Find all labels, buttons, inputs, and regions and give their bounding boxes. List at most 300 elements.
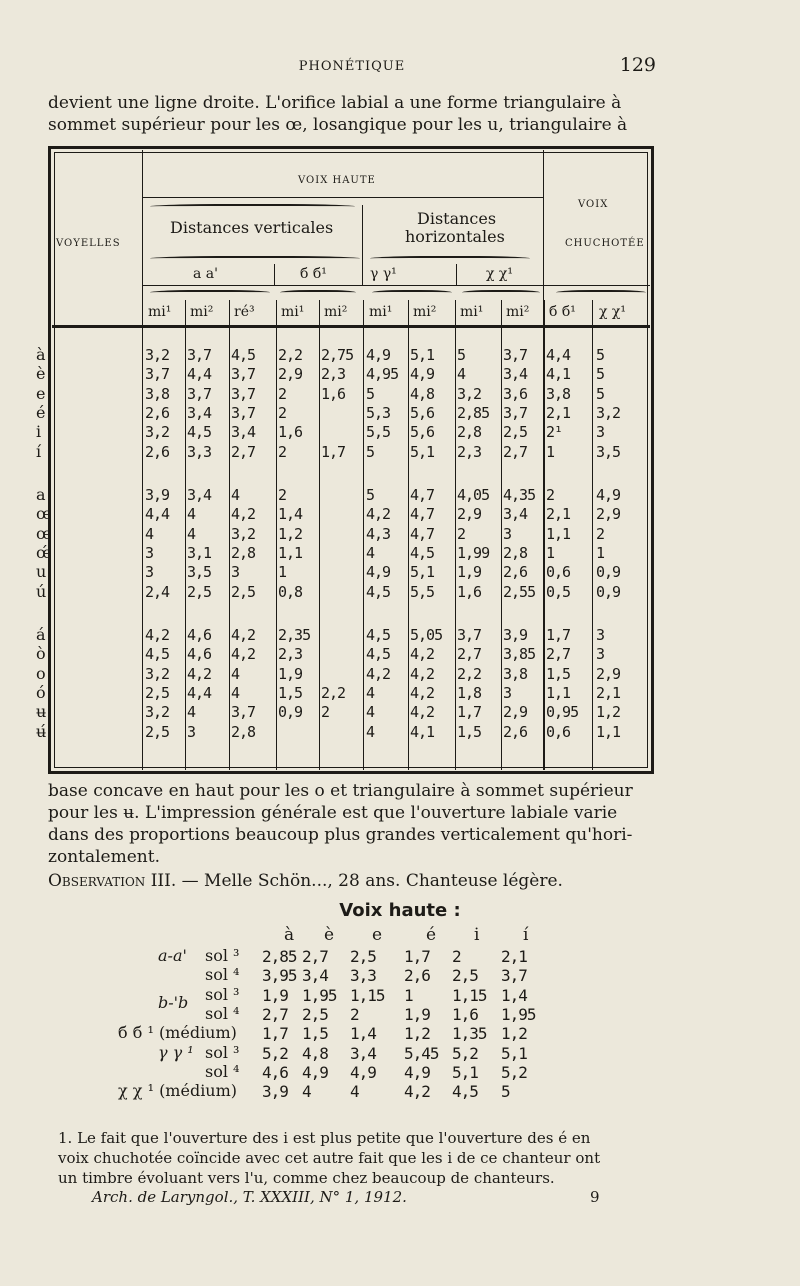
vowel-label: ú — [36, 582, 47, 601]
header-rule-thick — [52, 325, 650, 328]
table-cell: 2,9 — [596, 505, 621, 523]
column-divider — [142, 150, 143, 770]
row-sublabel: sol ⁴ — [205, 1004, 240, 1023]
small-table-cell: 4,9 — [404, 1063, 430, 1082]
vowel-label: ʉ́ — [36, 722, 47, 741]
table-cell: 4,2 — [366, 665, 391, 683]
table-cell: 3 — [145, 563, 154, 581]
table-cell: 3 — [503, 684, 512, 702]
table-cell: 2,6 — [145, 404, 170, 422]
table-cell: 3,5 — [596, 443, 621, 461]
table-cell: 1 — [546, 544, 555, 562]
table-cell: 2,7 — [546, 645, 571, 663]
column-header: χ χ¹ — [599, 304, 627, 320]
footnote — [58, 1128, 658, 1188]
subheader-bb: б б¹ — [300, 266, 327, 282]
table-cell: 1,1 — [546, 525, 571, 543]
table-cell: 4,4 — [187, 365, 212, 383]
brace-mark — [462, 290, 540, 296]
brace-mark — [370, 256, 530, 262]
brace-mark — [372, 290, 452, 296]
table-cell: 4,7 — [410, 505, 435, 523]
table-cell: 5,05 — [410, 626, 443, 644]
small-table-cell: 5,2 — [262, 1044, 288, 1063]
signature-mark: 9 — [590, 1188, 600, 1206]
table-cell: 3,7 — [231, 385, 256, 403]
table-cell: 1 — [546, 443, 555, 461]
table-cell: 3,4 — [503, 505, 528, 523]
column-divider — [185, 300, 186, 770]
table-cell: 4,35 — [503, 486, 536, 504]
table-cell: 2,6 — [145, 443, 170, 461]
table-cell: 1,7 — [457, 703, 482, 721]
table-cell: 3,3 — [187, 443, 212, 461]
table-cell: 3,2 — [145, 703, 170, 721]
table-cell: 3 — [503, 525, 512, 543]
small-table-cell: 1 — [404, 986, 413, 1005]
table-cell: 3,7 — [503, 346, 528, 364]
small-table-cell: 2,7 — [262, 1005, 288, 1024]
row-sublabel: sol ⁴ — [205, 965, 240, 984]
vowel-label: œ — [36, 524, 52, 543]
table-cell: 3,9 — [503, 626, 528, 644]
table-cell: 5,1 — [410, 443, 435, 461]
table-cell: 3,8 — [546, 385, 571, 403]
table-cell: 0,95 — [546, 703, 579, 721]
table-cell: 2,5 — [145, 684, 170, 702]
table-cell: 3,1 — [187, 544, 212, 562]
table-cell: 4 — [187, 525, 196, 543]
small-table-cell: 2,6 — [404, 966, 430, 985]
vowel-label: ʉ — [36, 702, 47, 721]
small-table-cell: 2,85 — [262, 947, 297, 966]
distances-horizontales-label: Distances — [417, 209, 497, 228]
table-cell: 1,1 — [278, 544, 303, 562]
table-cell: 5,3 — [366, 404, 391, 422]
table-cell: 2,2 — [278, 346, 303, 364]
table-cell: 4 — [231, 665, 240, 683]
table-cell: 3,2 — [231, 525, 256, 543]
vowel-label: á — [36, 625, 46, 644]
table-cell: 2,7 — [503, 443, 528, 461]
column-header: mi² — [324, 304, 348, 320]
table-cell: 3 — [596, 423, 605, 441]
column-header: mi¹ — [460, 304, 484, 320]
table-cell: 4 — [145, 525, 154, 543]
small-table-cell: 2,5 — [302, 1005, 328, 1024]
table-cell: 2,9 — [457, 505, 482, 523]
table-cell: 0,5 — [546, 583, 571, 601]
table-cell: 4 — [187, 703, 196, 721]
table-cell: 3,7 — [503, 404, 528, 422]
small-table-cell: 5,1 — [501, 1044, 527, 1063]
table-cell: 1,6 — [321, 385, 346, 403]
table-cell: 4,2 — [231, 505, 256, 523]
table-cell: 4 — [366, 703, 375, 721]
small-table-cell: 1,7 — [262, 1024, 288, 1043]
vowel-label: í — [36, 442, 42, 461]
small-table-cell: 1,4 — [501, 986, 527, 1005]
vowel-label: œ — [36, 504, 52, 523]
text-line: pour les ʉ. L'impression générale est que l'ouverture labiale varie — [48, 803, 618, 823]
table-cell: 4,4 — [546, 346, 571, 364]
brace-mark — [150, 204, 355, 210]
brace-mark — [280, 290, 356, 296]
small-table-cell: 3,4 — [302, 966, 328, 985]
table-cell: 2,9 — [278, 365, 303, 383]
distances-verticales-label: Distances verticales — [170, 218, 334, 237]
small-table-cell: 1,15 — [350, 986, 385, 1005]
table-cell: 3,4 — [231, 423, 256, 441]
row-label: a-a' — [158, 946, 187, 965]
table-cell: 3,7 — [231, 365, 256, 383]
column-header: б б¹ — [549, 304, 576, 320]
table-cell: 2,1 — [546, 404, 571, 422]
column-divider — [592, 300, 593, 770]
table-cell: 4,5 — [145, 645, 170, 663]
table-cell: 2 — [278, 443, 287, 461]
column-divider — [408, 300, 409, 770]
column-divider — [456, 264, 457, 285]
table-cell: 2,35 — [278, 626, 311, 644]
table-cell: 1,2 — [278, 525, 303, 543]
table-cell: 4,95 — [366, 365, 399, 383]
footnote-line: 1. Le fait que l'ouverture des i est plus petite que l'ouverture des é en — [58, 1129, 591, 1147]
table-cell: 4 — [366, 723, 375, 741]
small-table-header: à — [284, 925, 295, 945]
small-table-cell: 4,2 — [404, 1082, 430, 1101]
table-cell: 4,9 — [366, 346, 391, 364]
table-cell: 3 — [596, 645, 605, 663]
table-cell: 2,75 — [321, 346, 354, 364]
intro-paragraph — [48, 92, 658, 136]
table-cell: 3,7 — [231, 404, 256, 422]
table-cell: 0,9 — [596, 583, 621, 601]
brace-mark — [150, 256, 360, 262]
table-cell: 2 — [457, 525, 466, 543]
table-cell: 2,4 — [145, 583, 170, 601]
table-cell: 4,2 — [410, 645, 435, 663]
observation-heading — [48, 870, 658, 892]
column-header: mi¹ — [369, 304, 393, 320]
vowels-header: VOYELLES — [56, 238, 121, 249]
small-table-header: i — [474, 925, 480, 945]
table-cell: 0,6 — [546, 563, 571, 581]
header-rule — [142, 285, 650, 286]
small-table-cell: 2 — [452, 947, 461, 966]
table-cell: 2,6 — [503, 563, 528, 581]
table-cell: 3,4 — [187, 404, 212, 422]
table-cell: 2 — [278, 404, 287, 422]
row-label: b-'b — [158, 993, 189, 1012]
column-divider — [455, 300, 456, 770]
table-cell: 2,2 — [321, 684, 346, 702]
small-table-cell: 5,2 — [501, 1063, 527, 1082]
small-table-cell: 3,3 — [350, 966, 376, 985]
small-table-header: í — [523, 925, 529, 945]
small-table-cell: 2,5 — [452, 966, 478, 985]
table-cell: 1,4 — [278, 505, 303, 523]
running-title: PHONÉTIQUE — [298, 59, 406, 74]
table-cell: 5,1 — [410, 346, 435, 364]
table-cell: 5 — [596, 385, 605, 403]
table-cell: 1,9 — [278, 665, 303, 683]
table-cell: 4,6 — [187, 626, 212, 644]
table-cell: 4,9 — [366, 563, 391, 581]
footnote-line: un timbre évoluant vers l'u, comme chez beaucoup de chanteurs. — [58, 1169, 555, 1187]
column-divider — [274, 264, 275, 285]
table-cell: 1,6 — [457, 583, 482, 601]
column-divider — [363, 300, 364, 770]
small-table-cell: 1,9 — [404, 1005, 430, 1024]
subheader-gg: γ γ¹ — [370, 266, 397, 282]
table-cell: 3,6 — [503, 385, 528, 403]
table-cell: 1,7 — [321, 443, 346, 461]
table-cell: 2,5 — [145, 723, 170, 741]
vowel-label: à — [36, 345, 46, 364]
table-cell: 1 — [278, 563, 287, 581]
header-rule — [142, 197, 543, 198]
table-cell: 3 — [187, 723, 196, 741]
small-table-cell: 2,7 — [302, 947, 328, 966]
small-table-cell: 4,8 — [302, 1044, 328, 1063]
vowel-label: é — [36, 403, 46, 422]
table-cell: 3,4 — [503, 365, 528, 383]
table-cell: 4,5 — [231, 346, 256, 364]
table-cell: 5 — [596, 365, 605, 383]
table-cell: 4 — [231, 486, 240, 504]
row-sublabel: sol ³ — [205, 1043, 240, 1062]
table-cell: 3 — [231, 563, 240, 581]
table-cell: 4 — [366, 544, 375, 562]
table-cell: 3,9 — [145, 486, 170, 504]
table-cell: 2,1 — [596, 684, 621, 702]
row-sublabel: sol ³ — [205, 985, 240, 1004]
table-cell: 4 — [231, 684, 240, 702]
table-cell: 2¹ — [546, 423, 563, 441]
table-cell: 5,1 — [410, 563, 435, 581]
small-table-cell: 5,2 — [452, 1044, 478, 1063]
table-cell: 2 — [596, 525, 605, 543]
vowel-label: è — [36, 364, 46, 383]
small-table-cell: 1,35 — [452, 1024, 487, 1043]
text-line: dans des proportions beaucoup plus grandes verticalement qu'hori- — [48, 825, 633, 845]
table-cell: 1,1 — [546, 684, 571, 702]
table-cell: 5,6 — [410, 423, 435, 441]
table-cell: 3,7 — [231, 703, 256, 721]
table-cell: 4,2 — [410, 703, 435, 721]
row-label: б б ¹ (médium) — [118, 1023, 237, 1042]
table-cell: 2,5 — [231, 583, 256, 601]
table-cell: 3,4 — [187, 486, 212, 504]
small-table-cell: 4,9 — [350, 1063, 376, 1082]
table-cell: 4,1 — [546, 365, 571, 383]
small-table-cell: 1,9 — [262, 986, 288, 1005]
table-cell: 2,7 — [457, 645, 482, 663]
table-cell: 3,8 — [503, 665, 528, 683]
table-cell: 2,55 — [503, 583, 536, 601]
table-cell: 5,5 — [410, 583, 435, 601]
vowel-label: ó — [36, 683, 46, 702]
table-cell: 3,8 — [145, 385, 170, 403]
small-table-cell: 4 — [302, 1082, 311, 1101]
table-cell: 4,1 — [410, 723, 435, 741]
table-cell: 4 — [187, 505, 196, 523]
table-cell: 4,7 — [410, 486, 435, 504]
table-cell: 5 — [366, 385, 375, 403]
subheader-aa: a a' — [193, 266, 218, 282]
table-cell: 3,85 — [503, 645, 536, 663]
small-table-cell: 4,9 — [302, 1063, 328, 1082]
table-cell: 2,5 — [187, 583, 212, 601]
table-cell: 2,5 — [503, 423, 528, 441]
column-divider — [362, 205, 363, 285]
small-table-title: Voix haute : — [339, 900, 461, 921]
table-cell: 2,8 — [457, 423, 482, 441]
table-cell: 2 — [278, 486, 287, 504]
table-cell: 0,9 — [278, 703, 303, 721]
table-cell: 2,6 — [503, 723, 528, 741]
small-table-cell: 4 — [350, 1082, 359, 1101]
column-divider — [276, 300, 277, 770]
column-divider — [319, 300, 320, 770]
brace-mark — [556, 290, 646, 296]
table-cell: 2,8 — [231, 723, 256, 741]
table-cell: 5 — [596, 346, 605, 364]
table-cell: 2 — [546, 486, 555, 504]
table-cell: 2,3 — [457, 443, 482, 461]
table-cell: 3,5 — [187, 563, 212, 581]
table-cell: 1,5 — [278, 684, 303, 702]
table-cell: 4,5 — [366, 645, 391, 663]
table-cell: 4,5 — [366, 626, 391, 644]
table-cell: 3,2 — [596, 404, 621, 422]
table-cell: 3,7 — [187, 385, 212, 403]
table-cell: 3 — [145, 544, 154, 562]
voix-label: VOIX — [578, 199, 609, 210]
table-cell: 3,2 — [145, 346, 170, 364]
small-table-cell: 1,95 — [302, 986, 337, 1005]
column-header: mi¹ — [148, 304, 172, 320]
table-cell: 2,8 — [503, 544, 528, 562]
table-cell: 4,05 — [457, 486, 490, 504]
small-table-header: e — [372, 925, 383, 945]
small-table-cell: 5,45 — [404, 1044, 439, 1063]
table-cell: 4,2 — [187, 665, 212, 683]
brace-mark — [150, 290, 270, 296]
table-cell: 4,5 — [366, 583, 391, 601]
table-cell: 2,3 — [321, 365, 346, 383]
table-cell: 4,9 — [596, 486, 621, 504]
column-divider — [544, 300, 545, 770]
small-table-cell: 4,6 — [262, 1063, 288, 1082]
table-cell: 1,2 — [596, 703, 621, 721]
continuation-paragraph — [48, 780, 658, 868]
table-cell: 2,7 — [231, 443, 256, 461]
vowel-label: ò — [36, 644, 46, 663]
table-cell: 0,9 — [596, 563, 621, 581]
small-table-cell: 3,7 — [501, 966, 527, 985]
column-header: mi² — [506, 304, 530, 320]
table-cell: 4,2 — [410, 684, 435, 702]
footer-source: Arch. de Laryngol., T. XXXIII, N° 1, 1912. — [92, 1188, 407, 1206]
table-cell: 3,7 — [187, 346, 212, 364]
small-table-cell: 1,2 — [501, 1024, 527, 1043]
row-sublabel: sol ³ — [205, 946, 240, 965]
subheader-kk: χ χ¹ — [486, 266, 514, 282]
small-table-cell: 3,95 — [262, 966, 297, 985]
column-header: mi² — [190, 304, 214, 320]
table-cell: 3,2 — [145, 423, 170, 441]
observation-label: Observation — [48, 871, 146, 891]
table-cell: 3,2 — [145, 665, 170, 683]
vowel-label: o — [36, 664, 46, 683]
table-cell: 2,3 — [278, 645, 303, 663]
table-cell: 1,9 — [457, 563, 482, 581]
vowel-label: e — [36, 384, 46, 403]
column-divider — [501, 300, 502, 770]
table-cell: 4,3 — [366, 525, 391, 543]
table-cell: 2,9 — [596, 665, 621, 683]
running-head — [48, 54, 656, 80]
column-header: mi² — [413, 304, 437, 320]
table-cell: 0,6 — [546, 723, 571, 741]
column-header: ré³ — [234, 304, 255, 320]
table-cell: 4 — [366, 684, 375, 702]
table-cell: 2,85 — [457, 404, 490, 422]
small-table-cell: 3,9 — [262, 1082, 288, 1101]
table-cell: 4,6 — [187, 645, 212, 663]
table-cell: 4,2 — [410, 665, 435, 683]
table-cell: 5 — [457, 346, 466, 364]
table-cell: 2,2 — [457, 665, 482, 683]
vowel-label: œ́ — [36, 543, 52, 562]
small-table-cell: 1,7 — [404, 947, 430, 966]
small-table-cell: 1,95 — [501, 1005, 536, 1024]
table-cell: 5 — [366, 486, 375, 504]
vowel-label: a — [36, 485, 46, 504]
table-cell: 2,8 — [231, 544, 256, 562]
table-cell: 4,8 — [410, 385, 435, 403]
table-cell: 2,1 — [546, 505, 571, 523]
table-cell: 5 — [366, 443, 375, 461]
small-table-header: é — [426, 925, 437, 945]
column-header: mi¹ — [281, 304, 305, 320]
table-cell: 3,2 — [457, 385, 482, 403]
small-table-cell: 1,15 — [452, 986, 487, 1005]
table-cell: 4,2 — [366, 505, 391, 523]
footnote-line: voix chuchotée coïncide avec cet autre fait que les i de ce chanteur ont — [58, 1149, 601, 1167]
table-cell: 4,2 — [145, 626, 170, 644]
page-number: 129 — [619, 54, 656, 76]
chuchotee-label: CHUCHOTÉE — [565, 238, 645, 249]
table-cell: 1,7 — [546, 626, 571, 644]
row-sublabel: sol ⁴ — [205, 1062, 240, 1081]
text-line: zontalement. — [48, 847, 160, 867]
small-table-cell: 1,4 — [350, 1024, 376, 1043]
small-table-cell: 3,4 — [350, 1044, 376, 1063]
table-cell: 4 — [457, 365, 466, 383]
table-cell: 1,5 — [546, 665, 571, 683]
vowel-label: i — [36, 422, 42, 441]
table-cell: 3 — [596, 626, 605, 644]
table-cell: 4,5 — [410, 544, 435, 562]
table-cell: 1,99 — [457, 544, 490, 562]
table-cell: 4,2 — [231, 626, 256, 644]
table-cell: 2,9 — [503, 703, 528, 721]
small-table-cell: 2,1 — [501, 947, 527, 966]
table-cell: 5,5 — [366, 423, 391, 441]
